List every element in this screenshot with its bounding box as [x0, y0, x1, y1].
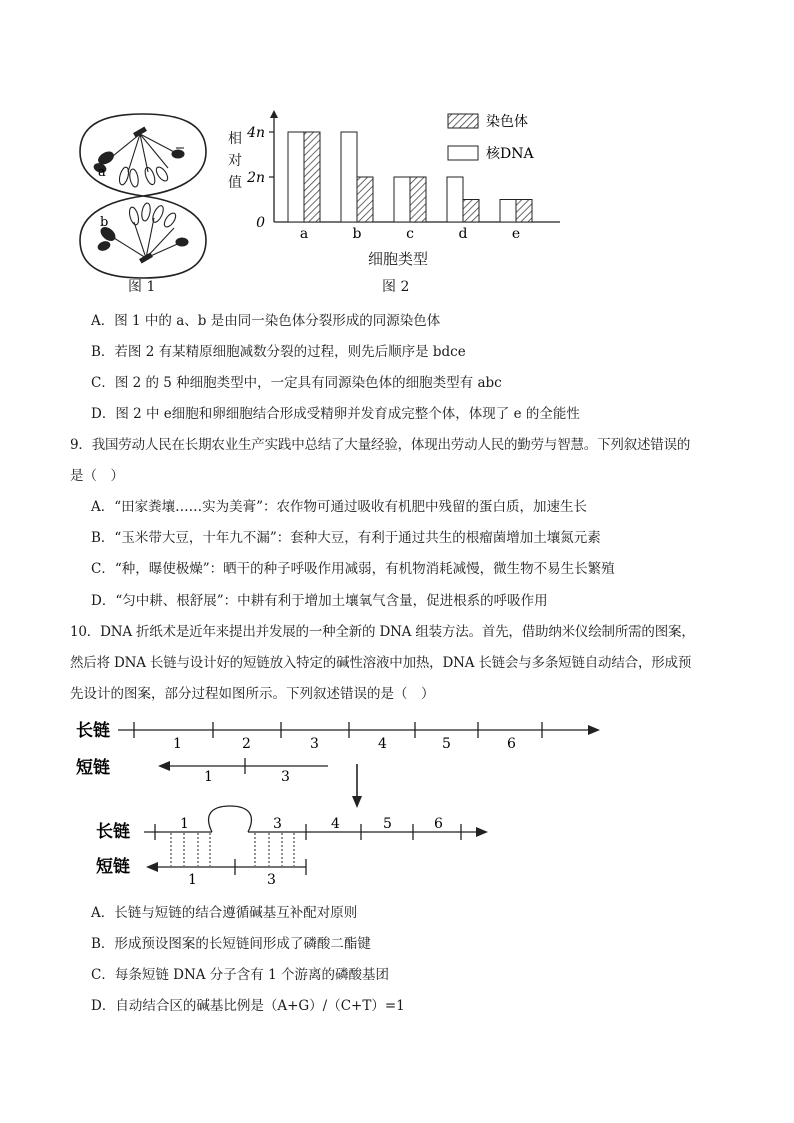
x-tick-label-a: a — [299, 226, 309, 242]
q9-stem: 9．我国劳动人民在长期农业生产实践中总结了大量经验，体现出劳动人民的勤劳与智慧。下列叙述错误的 — [70, 437, 691, 453]
x-tick-label-b: b — [352, 226, 362, 242]
q9-option-d: D．“匀中耕、根舒展”：中耕有利于增加土壤氧气含量，促进根系的呼吸作用 — [91, 593, 548, 609]
bar-chromosome-e — [516, 200, 532, 223]
q10-stem: 10．DNA 折纸术是近年来提出并发展的一种全新的 DNA 组装方法。首先，借助纳米仪绘制所需的图案， — [70, 624, 695, 640]
dna-origami-diagram — [70, 712, 630, 892]
y-label-char: 对 — [228, 153, 242, 169]
bar-dna-a — [288, 132, 304, 222]
figure2-xlabel: 细胞类型 — [368, 250, 429, 268]
y-tick-label: 4n — [247, 125, 265, 141]
bottom-short-seg-3: 3 — [267, 872, 276, 888]
y-tick-label: 0 — [256, 215, 265, 231]
bottom-short-seg-1: 1 — [188, 872, 197, 888]
bottom-long-chain-label: 长链 — [96, 822, 130, 842]
y-label-char: 值 — [228, 175, 242, 191]
q8-option-d: D．图 2 中 e细胞和卵细胞结合形成受精卵并发育成完整个体，体现了 e 的全能性 — [91, 406, 580, 422]
bottom-long-seg-5: 5 — [383, 816, 392, 832]
q8-option-c: C．图 2 的 5 种细胞类型中，一定具有同源染色体的细胞类型有 abc — [91, 375, 502, 391]
bottom-long-seg-6: 6 — [434, 816, 443, 832]
q8-option-b: B．若图 2 有某精原细胞减数分裂的过程，则先后顺序是 bdce — [91, 344, 466, 360]
q10-option-c: C．每条短链 DNA 分子含有 1 个游离的磷酸基团 — [91, 967, 389, 983]
bottom-short-chain-label: 短链 — [96, 857, 130, 877]
top-long-seg-3: 3 — [310, 736, 319, 752]
process-arrow-icon — [352, 764, 362, 808]
top-short-seg-3: 3 — [281, 769, 290, 785]
bar-dna-c — [394, 177, 410, 222]
q10-stem-cont2: 先设计的图案，部分过程如图所示。下列叙述错误的是（ ） — [70, 686, 435, 702]
q9-stem-cont: 是（ ） — [70, 468, 124, 484]
bar-chromosome-d — [463, 200, 479, 223]
figure2-y-label — [228, 128, 246, 194]
top-long-seg-2: 2 — [242, 736, 251, 752]
lower-chromosomes — [97, 202, 188, 262]
chromosome-label-b: b — [100, 215, 109, 230]
y-axis-arrow-icon — [270, 110, 278, 118]
upper-chromosomes — [93, 127, 184, 187]
chromosome-label-a: a — [98, 165, 106, 180]
top-long-seg-6: 6 — [507, 736, 516, 752]
legend-swatch-chromosome — [448, 114, 478, 128]
bar-dna-d — [447, 177, 463, 222]
figure2-bar-chart — [224, 108, 564, 268]
bottom-long-seg-3: 3 — [273, 816, 282, 832]
q9-option-c: C．“种，曝使极燥”：晒干的种子呼吸作用减弱，有机物消耗减慢，微生物不易生长繁殖 — [91, 561, 615, 577]
bar-dna-e — [500, 200, 516, 223]
q8-option-a: A．图 1 中的 a、b 是由同一染色体分裂形成的同源染色体 — [91, 313, 441, 329]
figure1-cell-diagram — [78, 110, 208, 282]
top-long-seg-5: 5 — [442, 736, 451, 752]
x-tick-label-c: c — [406, 226, 414, 242]
legend-label-chromosome: 染色体 — [486, 114, 528, 130]
q10-option-a: A．长链与短链的结合遵循碱基互补配对原则 — [91, 905, 358, 921]
top-short-chain-line — [158, 758, 328, 774]
x-tick-label-e: e — [511, 226, 521, 242]
figure2-caption: 图 2 — [382, 279, 410, 295]
bar-chromosome-c — [410, 177, 426, 222]
legend-swatch-dna — [448, 146, 478, 160]
x-tick-label-d: d — [458, 226, 468, 242]
chart-labels — [246, 125, 520, 242]
bar-chromosome-a — [304, 132, 320, 222]
top-short-chain-label: 短链 — [76, 758, 110, 778]
legend-label-dna: 核DNA — [486, 146, 534, 162]
q10-option-b: B．形成预设图案的长短链间形成了磷酸二酯键 — [91, 936, 371, 952]
top-long-chain-label: 长链 — [76, 721, 110, 741]
bar-chromosome-b — [357, 177, 373, 222]
q9-option-a: A．“田家粪壤……实为美膏”：农作物可通过吸收有机肥中残留的蛋白质，加速生长 — [91, 499, 588, 515]
q10-option-d: D．自动结合区的碱基比例是（A+G）/（C+T）=1 — [91, 998, 405, 1014]
bar-dna-b — [341, 132, 357, 222]
top-long-seg-4: 4 — [378, 736, 387, 752]
q10-stem-cont1: 然后将 DNA 长链与设计好的短链放入特定的碱性溶液中加热，DNA 长链会与多条短链自动结合，形成预 — [70, 655, 692, 671]
bottom-long-seg-1: 1 — [180, 816, 189, 832]
top-short-seg-1: 1 — [204, 769, 213, 785]
figure1-caption: 图 1 — [128, 279, 156, 295]
bottom-long-seg-4: 4 — [331, 816, 340, 832]
top-long-chain-line — [118, 722, 600, 738]
cell-outline — [80, 114, 206, 278]
y-tick-label: 2n — [247, 170, 265, 186]
base-pair-lines — [171, 833, 294, 866]
q9-option-b: B．“玉米带大豆，十年九不漏”：套种大豆，有利于通过共生的根瘤菌增加土壤氮元素 — [91, 530, 601, 546]
top-long-seg-1: 1 — [173, 736, 182, 752]
y-label-char: 相 — [228, 131, 242, 147]
